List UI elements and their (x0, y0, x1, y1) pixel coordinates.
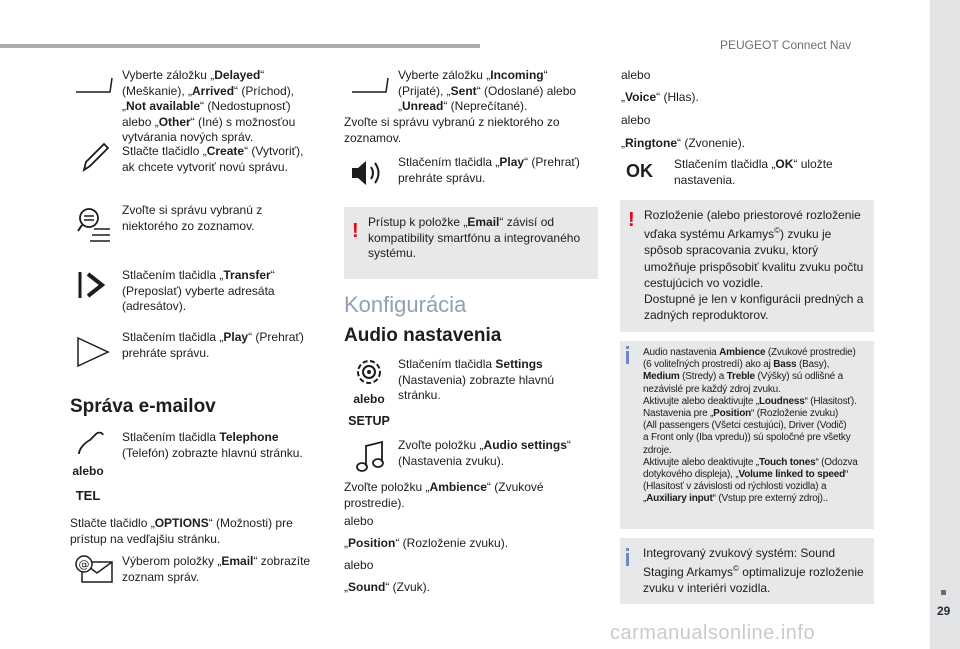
page-margin-sidebar (930, 0, 960, 649)
warning-icon: ! (628, 209, 635, 231)
note-position-text: Rozloženie (alebo priestorové rozloženie vďaka systému Arkamys©) zvuku je spôsob spracovania zvuku, ktorý umožňuje prispôsobiť kvalitu zvuku počtu cestujúcich vo vozidle. Dostupné je len v konfigurácii predných a zadných reproduktorov. (644, 208, 864, 323)
svg-text:@: @ (78, 558, 90, 571)
col2-item4: Zvoľte položku „Audio settings“ (Nastavenia zvuku). (398, 438, 571, 468)
note-warning-text: Prístup k položke „Email“ závisí od kompatibility smartfónu a integrovaného systému. (368, 215, 581, 260)
col1-item1: Vyberte záložku „Delayed“ (Meškanie), „Arrived“ (Príchod), „Not available“ (Nedostupnosť) alebo „Other“ (Iné) s možnosťou vytvárania nových správ. (122, 68, 296, 144)
watermark[interactable]: carmanualsonline.info (610, 622, 816, 644)
note-warning-email (344, 207, 598, 279)
col3-alebo2: alebo (621, 113, 651, 127)
col1-item2: Stlačte tlačidlo „Create“ (Vytvoriť), ak chcete vytvoriť novú správu. (122, 144, 304, 174)
note-info-audio-text: Audio nastavenia Ambience (Zvukové prostredie) (6 voliteľných prostredí) ako aj Bass (Basy), Medium (Stredy) a Treble (Výšky) sú odlišné a nezávislé pre každý zdroj zvuku. Aktivujte alebo deaktivujte „Loudness“ (Hlasitosť). Nastavenia pre „Position“ (Rozloženie zvuku) (All passengers (Všetci cestujúci), Driver (Vodič) a Front only (Iba vpredu)) sú spoločné pre všetky zdroje. Aktivujte alebo deaktivujte „Touch tones“ (Odozva dotykového displeja), „Volume linked to speed“ (Hlasitosť v závislosti od rýchlosti vozidla) a „Auxiliary input“ (Vstup pre externý zdroj).. (643, 347, 858, 505)
col3-para2: „Ringtone“ (Zvonenie). (621, 136, 746, 150)
header-rule (0, 44, 480, 48)
col3-item1: Stlačením tlačidla „OK“ uložte nastavenia. (674, 157, 833, 187)
warning-icon: ! (352, 220, 359, 242)
audio-heading: Audio nastavenia (344, 325, 502, 346)
list-search-icon (76, 205, 112, 245)
col2-para3: „Position“ (Rozloženie zvuku). (344, 536, 509, 550)
col2-para2: Zvoľte položku „Ambience“ (Zvukové prostredie). (344, 480, 544, 510)
config-heading: Konfigurácia (344, 292, 467, 317)
col3-para1: „Voice“ (Hlas). (621, 90, 699, 104)
col2-para4: „Sound“ (Zvuk). (344, 580, 430, 594)
col2-alebo2: alebo (344, 558, 374, 572)
col1-item7: Výberom položky „Email“ zobrazíte zoznam správ. (122, 554, 311, 584)
note-arkamys-text: Integrovaný zvukový systém: Sound Staging Arkamys© optimalizuje rozloženie zvuku v interiéri vozidla. (643, 546, 864, 595)
speaker-icon (350, 158, 386, 188)
col1-item5: Stlačením tlačidla „Play“ (Prehrať) prehráte správu. (122, 330, 304, 360)
info-icon (625, 548, 631, 566)
email-icon (74, 554, 114, 586)
header-title: PEUGEOT Connect Nav (720, 38, 852, 52)
col2-item3: Stlačením tlačidla Settings (Nastavenia) zobrazte hlavnú stránku. (398, 357, 555, 402)
col2-alebo1: alebo (344, 514, 374, 528)
icon-label-tel: TEL (75, 488, 101, 503)
icon-label-or: alebo (353, 392, 385, 406)
section-heading-email: Správa e-mailov (70, 396, 216, 417)
page-marker (941, 590, 946, 595)
col1-item4: Stlačením tlačidla „Transfer“ (Preposlať) vyberte adresáta (adresátov). (122, 268, 275, 313)
col1-item3: Zvoľte si správu vybranú z niektorého zo zoznamov. (122, 203, 263, 233)
note-warning-position (620, 200, 874, 332)
note-info-audio (620, 341, 874, 529)
col1-item6: Stlačením tlačidla Telephone (Telefón) zobrazte hlavnú stránku. (122, 430, 303, 460)
icon-label-or: alebo (72, 464, 104, 478)
col2-para1: Zvoľte si správu vybranú z niektorého zo zoznamov. (344, 115, 560, 145)
col2-item1: Vyberte záložku „Incoming“ (Prijaté), „Sent“ (Odoslané) alebo „Unread“ (Neprečítané). (398, 68, 577, 113)
ok-icon: OK (626, 161, 653, 181)
music-note-icon (356, 440, 386, 474)
tab-underline-icon (350, 76, 390, 96)
col3-alebo1: alebo (621, 68, 651, 82)
play-icon (76, 336, 112, 368)
icon-label-setup: SETUP (348, 414, 390, 428)
col2-item2: Stlačením tlačidla „Play“ (Prehrať) prehráte správu. (398, 155, 580, 185)
note-info-arkamys (620, 538, 874, 604)
col1-para1: Stlačte tlačidlo „OPTIONS“ (Možnosti) pre prístup na vedľajšiu stránku. (70, 516, 293, 546)
transfer-icon (78, 270, 108, 300)
pencil-icon (80, 140, 110, 174)
page-number: 29 (937, 604, 951, 618)
info-icon (625, 346, 631, 364)
phone-icon (76, 430, 106, 458)
gear-icon (354, 357, 384, 387)
tab-underline-icon (74, 76, 114, 96)
